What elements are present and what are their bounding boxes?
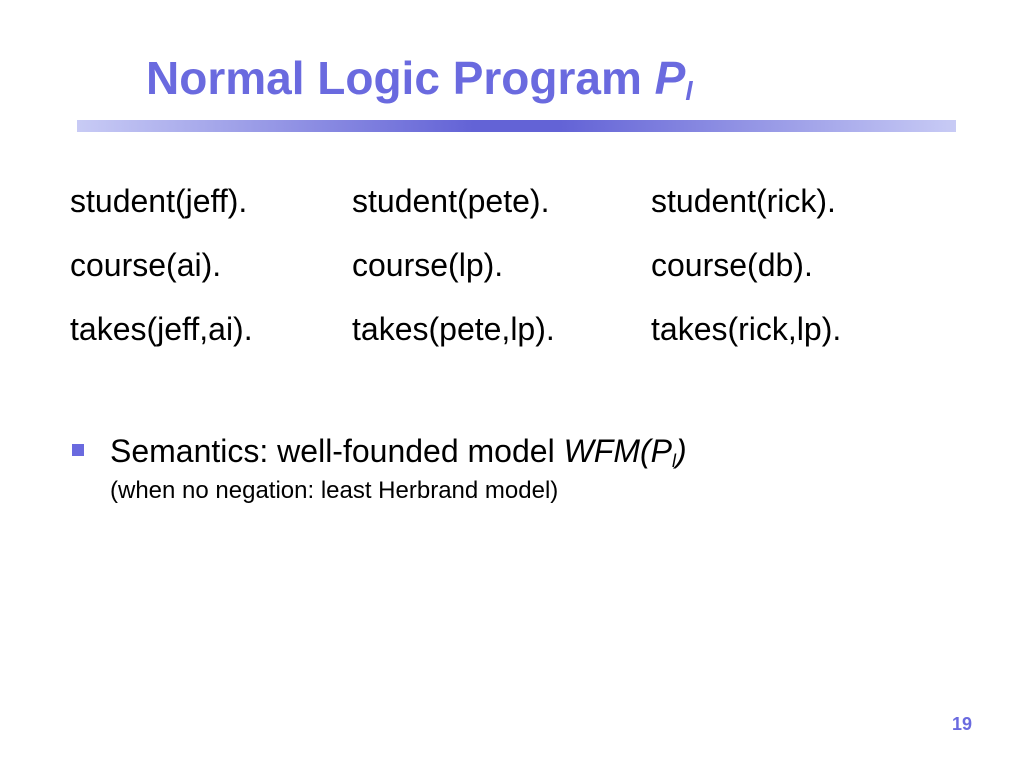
title-variable-letter: P (654, 52, 686, 104)
formula-prefix: WFM(P (563, 433, 672, 469)
formula-suffix: ) (675, 433, 687, 469)
bullet-text: Semantics: well-founded model (110, 433, 564, 469)
fact-cell: takes(jeff,ai). (70, 311, 253, 347)
facts-row-course (70, 233, 841, 297)
fact-cell: takes(pete,lp). (352, 311, 555, 347)
fact-cell: course(ai). (70, 247, 222, 283)
slide-title (146, 48, 693, 108)
page-number: 19 (952, 714, 973, 734)
facts-row-student (70, 169, 841, 233)
title-underline-bar (77, 120, 956, 132)
bullet-note: (when no negation: least Herbrand model) (110, 477, 559, 504)
facts-row-takes (70, 297, 841, 361)
formula-subscript: l (671, 451, 676, 471)
bullet-main-text (110, 428, 687, 474)
square-bullet-icon (72, 444, 84, 456)
title-variable-subscript: l (685, 76, 693, 106)
facts-table (70, 169, 841, 361)
bullet-formula (564, 433, 687, 469)
fact-cell: student(rick). (651, 183, 836, 219)
fact-cell: takes(rick,lp). (651, 311, 842, 347)
title-text: Normal Logic Program (146, 52, 655, 104)
title-program-variable (655, 52, 693, 104)
semantics-bullet (72, 428, 687, 508)
fact-cell: course(lp). (352, 247, 504, 283)
fact-cell: student(pete). (352, 183, 550, 219)
fact-cell: student(jeff). (70, 183, 248, 219)
fact-cell: course(db). (651, 247, 813, 283)
